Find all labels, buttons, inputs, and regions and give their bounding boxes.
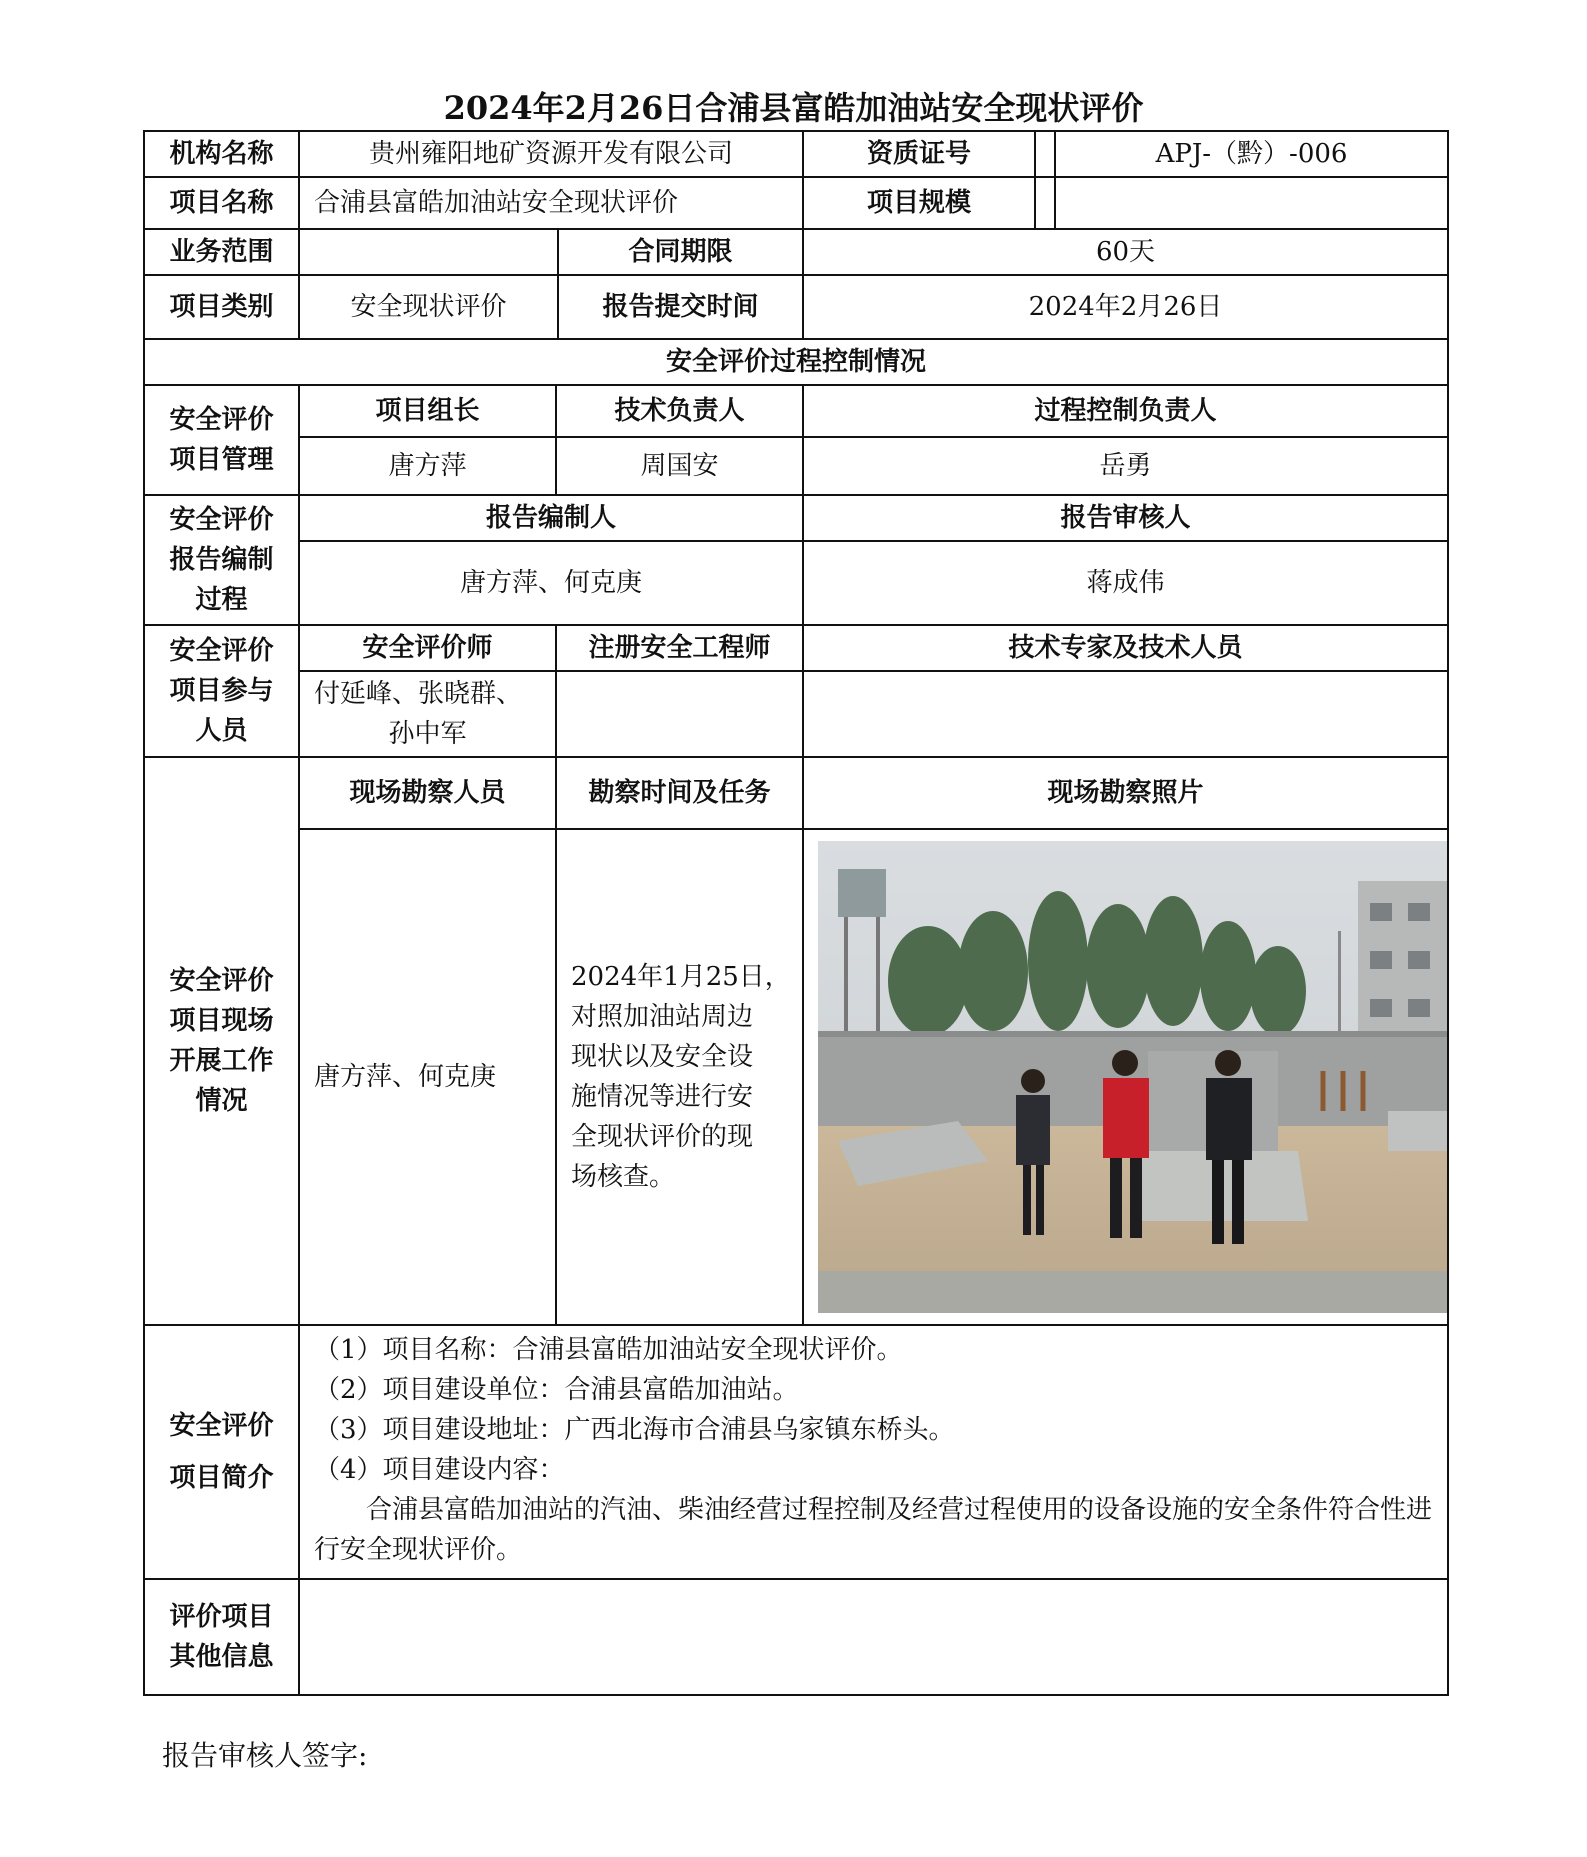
process-header-row [144, 339, 1448, 385]
personnel-value-row [144, 671, 1448, 757]
intro-content [299, 1325, 1448, 1579]
site-value-row [144, 829, 1448, 1325]
submit-time-value: 2024年2月26日 [803, 275, 1448, 339]
engineer-label: 注册安全工程师 [556, 625, 803, 671]
site-survey-photo [818, 841, 1448, 1313]
other-info-row [144, 1579, 1448, 1695]
business-scope-label: 业务范围 [144, 229, 299, 275]
document-title: 2024年2月26日合浦县富皓加油站安全现状评价 [443, 89, 1144, 127]
report-authors: 唐方萍、何克庚 [299, 541, 803, 625]
site-label: 安全评价 项目现场 开展工作 情况 [144, 757, 299, 1325]
project-name-value: 合浦县富皓加油站安全现状评价 [299, 177, 803, 229]
evaluation-form-table [143, 130, 1449, 1696]
report-header-row [144, 495, 1448, 541]
engineer-names [556, 671, 803, 757]
management-value-row [144, 437, 1448, 495]
project-row [144, 177, 1448, 229]
project-scale-spacer [1035, 178, 1054, 228]
intro-line-2: （2）项目建设单位：合浦县富皓加油站。 [314, 1375, 799, 1405]
expert-names [803, 671, 1448, 757]
site-photo-label: 现场勘察照片 [803, 757, 1448, 829]
project-scale-value [1055, 177, 1448, 229]
management-header-row [144, 385, 1448, 437]
contract-label: 合同期限 [628, 237, 733, 267]
intro-label: 安全评价 项目简介 [144, 1325, 299, 1579]
intro-row [144, 1325, 1448, 1579]
other-info-label: 评价项目 其他信息 [144, 1579, 299, 1695]
control-lead-value: 岳勇 [803, 437, 1448, 495]
org-value: 贵州雍阳地矿资源开发有限公司 [299, 131, 803, 177]
reviewer-signature-label: 报告审核人签字: [162, 1739, 368, 1772]
report-reviewer: 蒋成伟 [803, 541, 1448, 625]
project-scale-label: 项目规模 [804, 178, 1035, 228]
cert-value-spacer [1035, 132, 1054, 176]
category-row [144, 275, 1448, 339]
evaluator-names: 付延峰、张晓群、 孙中军 [299, 671, 556, 757]
leader-label: 项目组长 [299, 385, 556, 437]
category-label: 项目类别 [144, 275, 299, 339]
intro-line-1: （1）项目名称：合浦县富皓加油站安全现状评价。 [314, 1335, 903, 1365]
report-author-label: 报告编制人 [299, 495, 803, 541]
project-name-label: 项目名称 [144, 177, 299, 229]
cert-label: 资质证号 [804, 132, 1035, 176]
org-label: 机构名称 [144, 131, 299, 177]
evaluator-label: 安全评价师 [299, 625, 556, 671]
category-value: 安全现状评价 [300, 276, 558, 338]
contract-value: 60天 [1095, 237, 1156, 267]
site-task-label: 勘察时间及任务 [556, 757, 803, 829]
expert-label: 技术专家及技术人员 [803, 625, 1448, 671]
intro-line-4: （4）项目建设内容： [314, 1455, 565, 1485]
process-header: 安全评价过程控制情况 [144, 339, 1448, 385]
control-lead-label: 过程控制负责人 [803, 385, 1448, 437]
intro-line-5: 合浦县富皓加油站的汽油、柴油经营过程控制及经营过程使用的设备设施的安全条件符合性进行安全现状评价。 [314, 1495, 1433, 1565]
submit-time-label: 报告提交时间 [602, 292, 759, 322]
site-staff-label: 现场勘察人员 [299, 757, 556, 829]
leader-value: 唐方萍 [299, 437, 556, 495]
site-staff: 唐方萍、何克庚 [299, 829, 556, 1325]
org-row [144, 131, 1448, 177]
business-row [144, 229, 1448, 275]
personnel-header-row [144, 625, 1448, 671]
other-info-value [299, 1579, 1448, 1695]
business-scope-value [300, 230, 558, 274]
tech-lead-value: 周国安 [556, 437, 803, 495]
tech-lead-label: 技术负责人 [556, 385, 803, 437]
intro-line-3: （3）项目建设地址：广西北海市合浦县乌家镇东桥头。 [314, 1415, 955, 1445]
report-value-row [144, 541, 1448, 625]
report-reviewer-label: 报告审核人 [803, 495, 1448, 541]
site-header-row [144, 757, 1448, 829]
management-label: 安全评价 项目管理 [144, 385, 299, 495]
personnel-label: 安全评价 项目参与 人员 [144, 625, 299, 757]
report-label: 安全评价 报告编制 过程 [144, 495, 299, 625]
site-task: 2024年1月25日， 对照加油站周边 现状以及安全设 施情况等进行安 全现状评价的现 场核查。 [556, 829, 803, 1325]
cert-value: APJ-（黔）-006 [1055, 131, 1448, 177]
site-photo-cell [803, 829, 1448, 1325]
